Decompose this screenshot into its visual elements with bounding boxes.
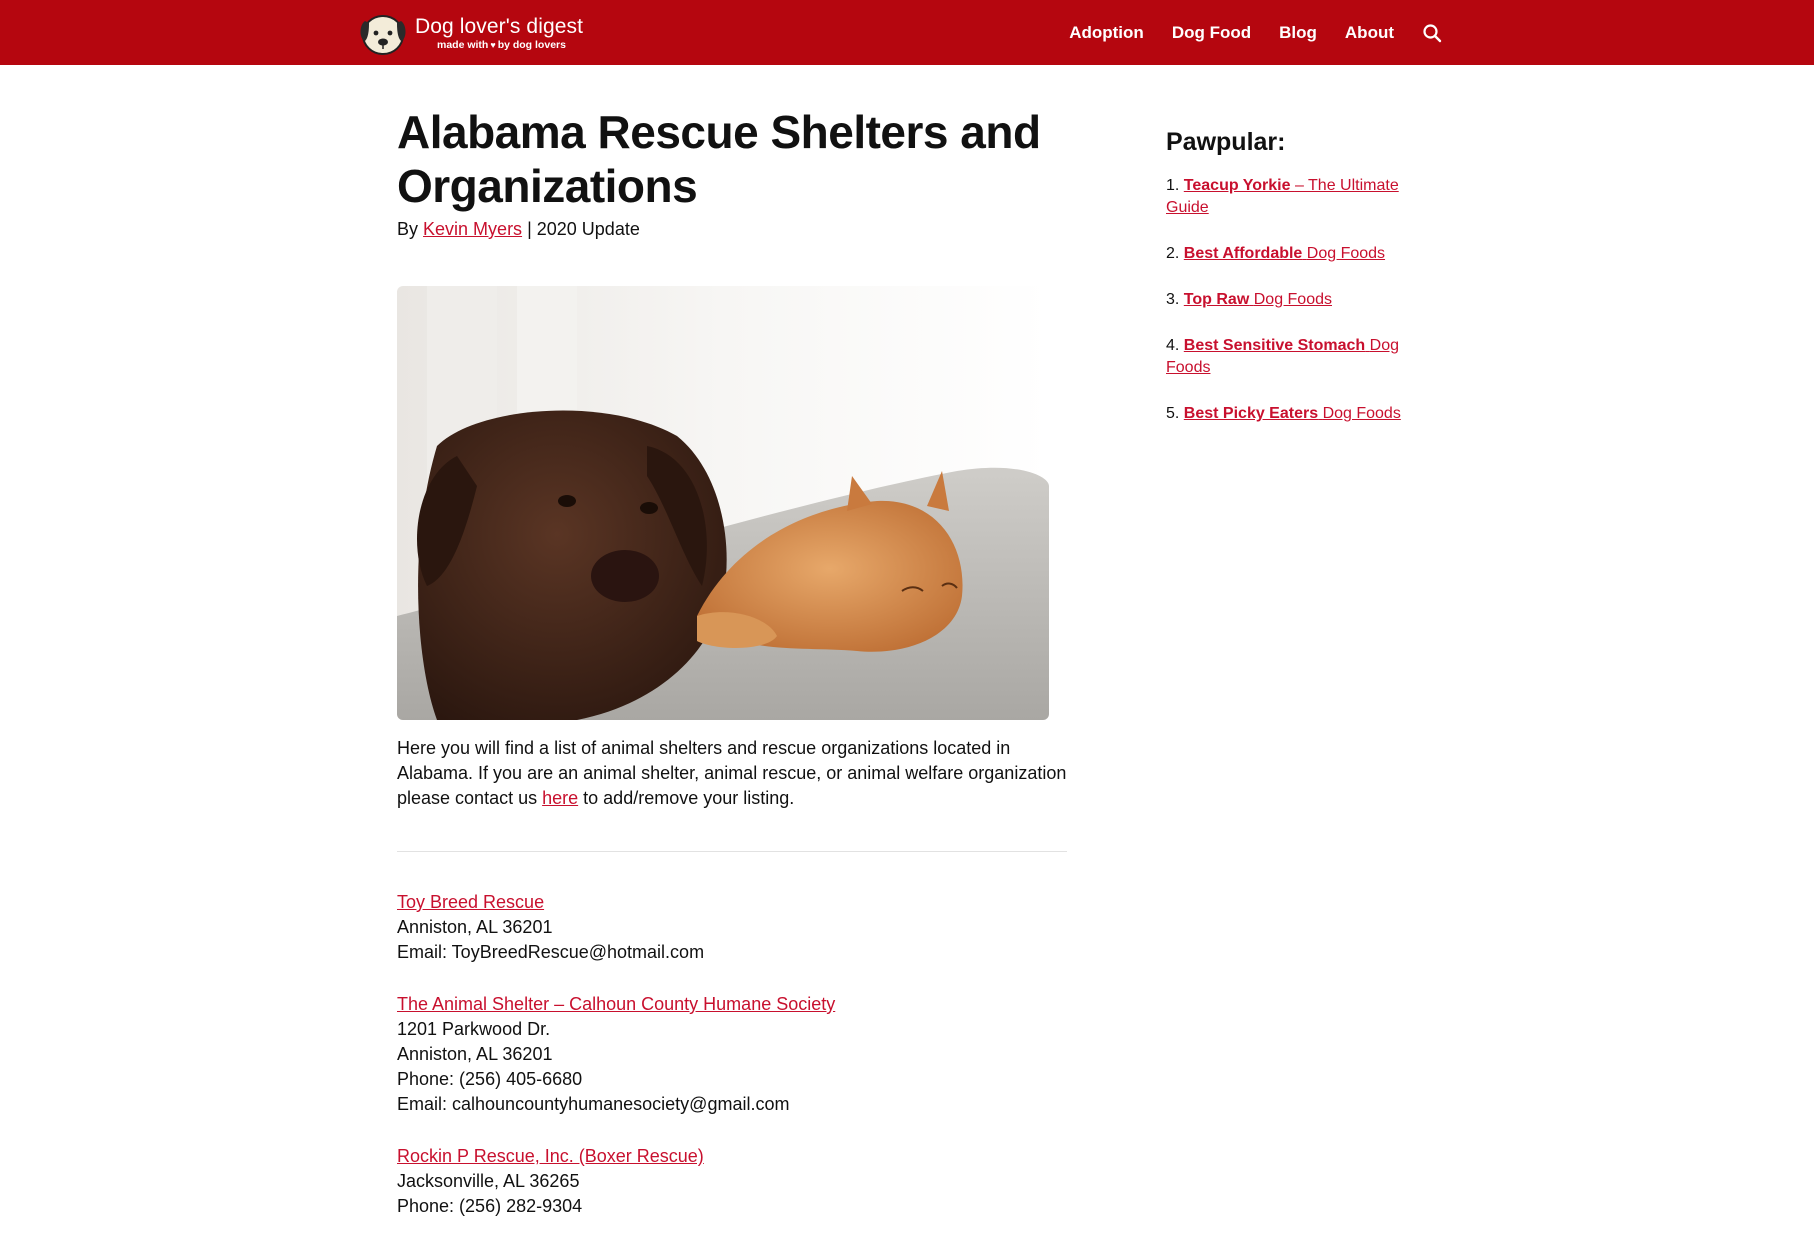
- shelter-link[interactable]: The Animal Shelter – Calhoun County Humane Society: [397, 994, 836, 1014]
- popular-link-rest: – The Ultimate Guide: [1166, 177, 1399, 216]
- nav-adoption[interactable]: Adoption: [1069, 22, 1144, 42]
- sidebar-title: Pawpular:: [1166, 128, 1286, 156]
- shelter-phone: Phone: (256) 405-6680: [397, 1069, 583, 1089]
- popular-sidebar: [1166, 128, 1426, 449]
- contact-here-link[interactable]: here: [542, 788, 579, 808]
- shelter-listing: [397, 890, 1077, 965]
- intro-text-start: Here you will find a list of animal shelters and rescue organizations located in Alabama. If you are an animal shelter, animal rescue, or animal welfare organization please contact us: [397, 738, 1067, 808]
- popular-item-link[interactable]: [1166, 177, 1399, 216]
- nav-dog-food[interactable]: Dog Food: [1171, 22, 1252, 42]
- popular-item-number: 3.: [1166, 291, 1180, 308]
- site-logo[interactable]: [357, 9, 583, 57]
- hero-image-dog-and-cat: [397, 286, 1049, 720]
- popular-item: [1166, 335, 1426, 379]
- popular-item-number: 2.: [1166, 245, 1180, 262]
- shelter-email: Email: calhouncountyhumanesociety@gmail.com: [397, 1094, 790, 1114]
- popular-link-rest: Dog Foods: [1166, 337, 1400, 376]
- site-header: [0, 0, 1814, 65]
- popular-link-bold: Best Sensitive Stomach: [1183, 337, 1366, 354]
- divider: [397, 851, 1067, 852]
- shelter-link[interactable]: Rockin P Rescue, Inc. (Boxer Rescue): [397, 1146, 704, 1166]
- popular-item: [1166, 289, 1426, 311]
- popular-link-bold: Best Affordable: [1183, 245, 1303, 262]
- brand-title: Dog lover's digest: [415, 14, 584, 38]
- heart-icon: ♥: [490, 39, 496, 50]
- shelter-address: Jacksonville, AL 36265: [397, 1171, 580, 1191]
- popular-item-link[interactable]: [1166, 337, 1399, 376]
- author-link[interactable]: Kevin Myers: [423, 219, 523, 239]
- popular-item-number: 4.: [1166, 337, 1180, 354]
- popular-link-rest: Dog Foods: [1253, 291, 1332, 308]
- popular-item: [1166, 403, 1426, 425]
- popular-item-link[interactable]: [1184, 245, 1385, 262]
- page-title: Alabama Rescue Shelters and Organizations: [397, 106, 1041, 212]
- popular-item-number: 1.: [1166, 177, 1180, 194]
- shelter-address: Anniston, AL 36201: [397, 917, 553, 937]
- main-nav: [1041, 0, 1442, 65]
- popular-link-bold: Top Raw: [1183, 291, 1250, 308]
- intro-paragraph: [397, 736, 1077, 811]
- update-label: | 2020 Update: [527, 219, 640, 239]
- popular-link-bold: Best Picky Eaters: [1183, 405, 1319, 422]
- byline-prefix: By: [397, 219, 419, 239]
- popular-item-link[interactable]: [1184, 405, 1401, 422]
- shelter-street: 1201 Parkwood Dr.: [397, 1019, 551, 1039]
- shelter-listing: [397, 992, 1077, 1117]
- popular-item: [1166, 175, 1426, 219]
- popular-item-link[interactable]: [1184, 291, 1332, 308]
- search-icon[interactable]: [1422, 23, 1442, 43]
- shelter-listing: [397, 1144, 1077, 1219]
- dog-face-icon: [357, 9, 409, 57]
- nav-about[interactable]: About: [1344, 22, 1394, 42]
- brand-tagline-start: made with: [437, 38, 489, 51]
- byline: [397, 219, 1077, 240]
- popular-link-rest: Dog Foods: [1306, 245, 1386, 262]
- shelter-link[interactable]: Toy Breed Rescue: [397, 892, 545, 912]
- shelter-address: Anniston, AL 36201: [397, 1044, 553, 1064]
- popular-item: [1166, 243, 1426, 265]
- shelter-phone: Phone: (256) 282-9304: [397, 1196, 583, 1216]
- popular-link-rest: Dog Foods: [1322, 405, 1401, 422]
- popular-item-number: 5.: [1166, 405, 1180, 422]
- article: [397, 105, 1077, 1246]
- shelter-email: Email: ToyBreedRescue@hotmail.com: [397, 942, 705, 962]
- brand-tagline: [437, 40, 583, 51]
- nav-blog[interactable]: Blog: [1279, 22, 1317, 42]
- popular-link-bold: Teacup Yorkie: [1183, 177, 1291, 194]
- brand-tagline-end: by dog lovers: [497, 38, 566, 51]
- intro-text-end: to add/remove your listing.: [583, 788, 795, 808]
